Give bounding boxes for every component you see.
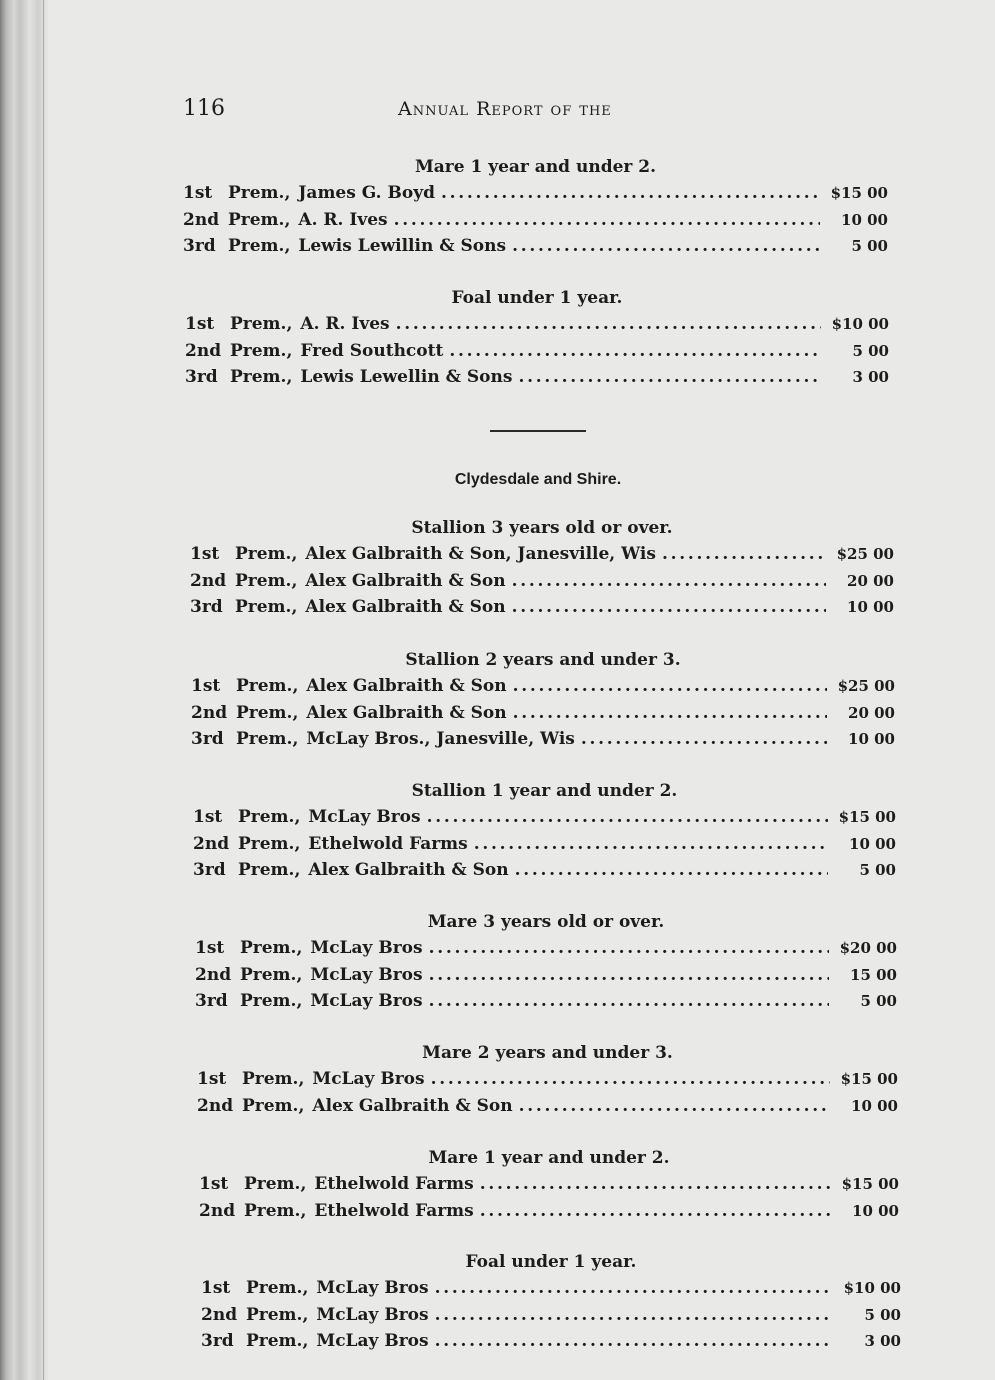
rank: 1st <box>197 1069 227 1089</box>
premium-row <box>190 594 894 621</box>
dot-leader <box>512 568 826 595</box>
section-heading: Mare 3 years old or over. <box>427 912 665 932</box>
dot-leader <box>396 311 821 338</box>
dot-leader <box>513 673 827 700</box>
premium-section <box>199 1145 899 1224</box>
winner-name: Alex Galbraith & Son, Janesville, Wis <box>305 544 656 564</box>
premium-amount: $10 00 <box>843 1279 901 1297</box>
rank: 2nd <box>197 1095 234 1116</box>
premium-row <box>183 233 888 260</box>
premium-amount: 10 00 <box>848 730 895 748</box>
prem-label: Prem., <box>228 183 291 203</box>
dot-leader <box>429 962 829 989</box>
section-heading: Mare 1 year and under 2. <box>428 1148 670 1168</box>
dot-leader <box>427 804 828 831</box>
dot-leader <box>515 857 828 884</box>
breed-heading-block <box>188 467 888 493</box>
prem-label: Prem., <box>246 1278 309 1298</box>
prem-label: Prem., <box>236 729 299 749</box>
section-heading: Stallion 3 years old or over. <box>411 518 673 538</box>
premium-row <box>185 338 889 365</box>
prem-label: Prem., <box>238 807 301 827</box>
premium-row <box>195 935 897 962</box>
prem-label: Prem., <box>228 236 291 256</box>
premium-amount: 10 00 <box>841 210 888 229</box>
premium-amount: 15 00 <box>850 965 897 984</box>
premium-row <box>201 1328 901 1355</box>
winner-name: Fred Southcott <box>300 340 444 361</box>
dot-leader <box>513 700 827 727</box>
section-divider-rule <box>490 430 586 432</box>
rank: 3rd <box>191 729 224 749</box>
premium-row <box>201 1302 901 1329</box>
rank: 3rd <box>201 1331 234 1351</box>
premium-section <box>201 1249 901 1355</box>
dot-leader <box>394 207 820 234</box>
premium-row <box>195 988 897 1015</box>
prem-label: Prem., <box>238 860 301 880</box>
premium-amount: 5 00 <box>859 861 896 879</box>
winner-name: Ethelwold Farms <box>314 1174 474 1194</box>
premium-row <box>183 207 888 234</box>
premium-amount: $25 00 <box>836 545 894 563</box>
winner-name: McLay Bros <box>316 1331 429 1351</box>
premium-row <box>193 831 896 858</box>
premium-amount: 3 00 <box>852 368 889 386</box>
rank: 1st <box>195 938 225 958</box>
premium-amount: 5 00 <box>851 237 888 255</box>
premium-section <box>197 1040 898 1119</box>
premium-row <box>197 1093 898 1120</box>
page-number: 116 <box>183 96 225 121</box>
rank: 3rd <box>190 597 223 617</box>
premium-row <box>191 700 895 727</box>
dot-leader <box>518 364 821 391</box>
dot-leader <box>431 1066 830 1093</box>
rank: 1st <box>190 544 220 564</box>
section-heading: Stallion 1 year and under 2. <box>411 781 678 801</box>
rank: 2nd <box>199 1200 236 1221</box>
dot-leader <box>429 988 829 1015</box>
section-heading: Mare 1 year and under 2. <box>414 157 657 177</box>
winner-name: A. R. Ives <box>298 209 388 230</box>
premium-row <box>195 962 897 989</box>
section-heading: Mare 2 years and under 3. <box>422 1043 673 1063</box>
premium-amount: $15 00 <box>840 1070 898 1088</box>
rank: 1st <box>193 807 223 827</box>
premium-amount: 3 00 <box>864 1332 901 1350</box>
winner-name: McLay Bros <box>312 1069 425 1089</box>
prem-label: Prem., <box>236 702 299 723</box>
winner-name: Ethelwold Farms <box>314 1200 474 1221</box>
premium-row <box>185 311 889 338</box>
premium-amount: 20 00 <box>847 571 894 590</box>
rank: 1st <box>183 183 213 203</box>
premium-row <box>191 673 895 700</box>
premium-row <box>185 364 889 391</box>
dot-leader <box>480 1171 831 1198</box>
prem-label: Prem., <box>230 367 293 387</box>
premium-section <box>185 285 889 391</box>
winner-name: Lewis Lewellin & Sons <box>300 367 513 387</box>
rank: 1st <box>201 1278 231 1298</box>
premium-amount: 5 00 <box>864 1305 901 1324</box>
premium-amount: $10 00 <box>831 315 889 333</box>
section-heading: Foal under 1 year. <box>465 1252 637 1272</box>
premium-section <box>190 515 894 621</box>
winner-name: McLay Bros <box>310 964 423 985</box>
prem-label: Prem., <box>246 1304 309 1325</box>
prem-label: Prem., <box>246 1331 309 1351</box>
prem-label: Prem., <box>236 676 299 696</box>
prem-label: Prem., <box>240 938 303 958</box>
winner-name: A. R. Ives <box>300 314 390 334</box>
premium-section <box>195 909 897 1015</box>
premium-row <box>183 180 888 207</box>
rank: 1st <box>191 676 221 696</box>
winner-name: McLay Bros <box>308 807 421 827</box>
winner-name: James G. Boyd <box>298 183 435 203</box>
prem-label: Prem., <box>235 544 298 564</box>
winner-name: Alex Galbraith & Son <box>306 676 507 696</box>
prem-label: Prem., <box>230 340 293 361</box>
running-header: Annual Report of the <box>398 98 612 120</box>
premium-row <box>197 1066 898 1093</box>
prem-label: Prem., <box>238 833 301 854</box>
breed-heading: Clydesdale and Shire. <box>454 471 622 488</box>
winner-name: Alex Galbraith & Son <box>305 597 506 617</box>
premium-amount: 5 00 <box>852 341 889 360</box>
winner-name: McLay Bros <box>310 938 423 958</box>
premium-row <box>201 1275 901 1302</box>
winner-name: McLay Bros <box>316 1304 429 1325</box>
winner-name: Ethelwold Farms <box>308 833 468 854</box>
dot-leader <box>435 1302 833 1329</box>
premium-amount: 10 00 <box>852 1201 899 1220</box>
premium-section <box>193 778 896 884</box>
rank: 2nd <box>190 570 227 591</box>
prem-label: Prem., <box>242 1069 305 1089</box>
premium-amount: $15 00 <box>838 808 896 826</box>
premium-amount: $15 00 <box>830 184 888 202</box>
premium-amount: 20 00 <box>848 703 895 722</box>
winner-name: McLay Bros <box>316 1278 429 1298</box>
dot-leader <box>581 726 827 753</box>
winner-name: Alex Galbraith & Son <box>305 570 506 591</box>
winner-name: Lewis Lewillin & Sons <box>298 236 507 256</box>
rank: 3rd <box>183 236 216 256</box>
rank: 2nd <box>191 702 228 723</box>
rank: 3rd <box>193 860 226 880</box>
dot-leader <box>519 1093 830 1120</box>
premium-row <box>199 1198 899 1225</box>
premium-row <box>190 568 894 595</box>
prem-label: Prem., <box>235 570 298 591</box>
premium-amount: 10 00 <box>847 598 894 616</box>
rank: 2nd <box>183 209 220 230</box>
prem-label: Prem., <box>244 1200 307 1221</box>
prem-label: Prem., <box>235 597 298 617</box>
rank: 2nd <box>193 833 230 854</box>
prem-label: Prem., <box>230 314 293 334</box>
premium-row <box>190 541 894 568</box>
winner-name: McLay Bros., Janesville, Wis <box>306 729 575 749</box>
section-heading: Foal under 1 year. <box>451 288 623 308</box>
dot-leader <box>512 594 826 621</box>
prem-label: Prem., <box>242 1095 305 1116</box>
rank: 2nd <box>201 1304 238 1325</box>
premium-section <box>191 647 895 753</box>
prem-label: Prem., <box>228 209 291 230</box>
premium-row <box>193 804 896 831</box>
premium-section <box>183 154 888 260</box>
rank: 3rd <box>195 991 228 1011</box>
winner-name: Alex Galbraith & Son <box>306 702 507 723</box>
prem-label: Prem., <box>244 1174 307 1194</box>
winner-name: McLay Bros <box>310 991 423 1011</box>
winner-name: Alex Galbraith & Son <box>312 1095 513 1116</box>
prem-label: Prem., <box>240 964 303 985</box>
prem-label: Prem., <box>240 991 303 1011</box>
rank: 2nd <box>195 964 232 985</box>
dot-leader <box>449 338 821 365</box>
dot-leader <box>474 831 828 858</box>
rank: 1st <box>185 314 215 334</box>
premium-amount: 5 00 <box>860 992 897 1010</box>
premium-row <box>193 857 896 884</box>
dot-leader <box>441 180 820 207</box>
rank: 1st <box>199 1174 229 1194</box>
premium-row <box>191 726 895 753</box>
dot-leader <box>435 1275 833 1302</box>
winner-name: Alex Galbraith & Son <box>308 860 509 880</box>
dot-leader <box>429 935 829 962</box>
premium-amount: $20 00 <box>839 939 897 957</box>
dot-leader <box>480 1198 831 1225</box>
section-heading: Stallion 2 years and under 3. <box>405 650 681 670</box>
dot-leader <box>662 541 826 568</box>
rank: 2nd <box>185 340 222 361</box>
premium-row <box>199 1171 899 1198</box>
premium-amount: $15 00 <box>841 1175 899 1193</box>
premium-amount: $25 00 <box>837 677 895 695</box>
rank: 3rd <box>185 367 218 387</box>
dot-leader <box>435 1328 833 1355</box>
dot-leader <box>512 233 820 260</box>
premium-amount: 10 00 <box>851 1096 898 1115</box>
premium-amount: 10 00 <box>849 834 896 853</box>
